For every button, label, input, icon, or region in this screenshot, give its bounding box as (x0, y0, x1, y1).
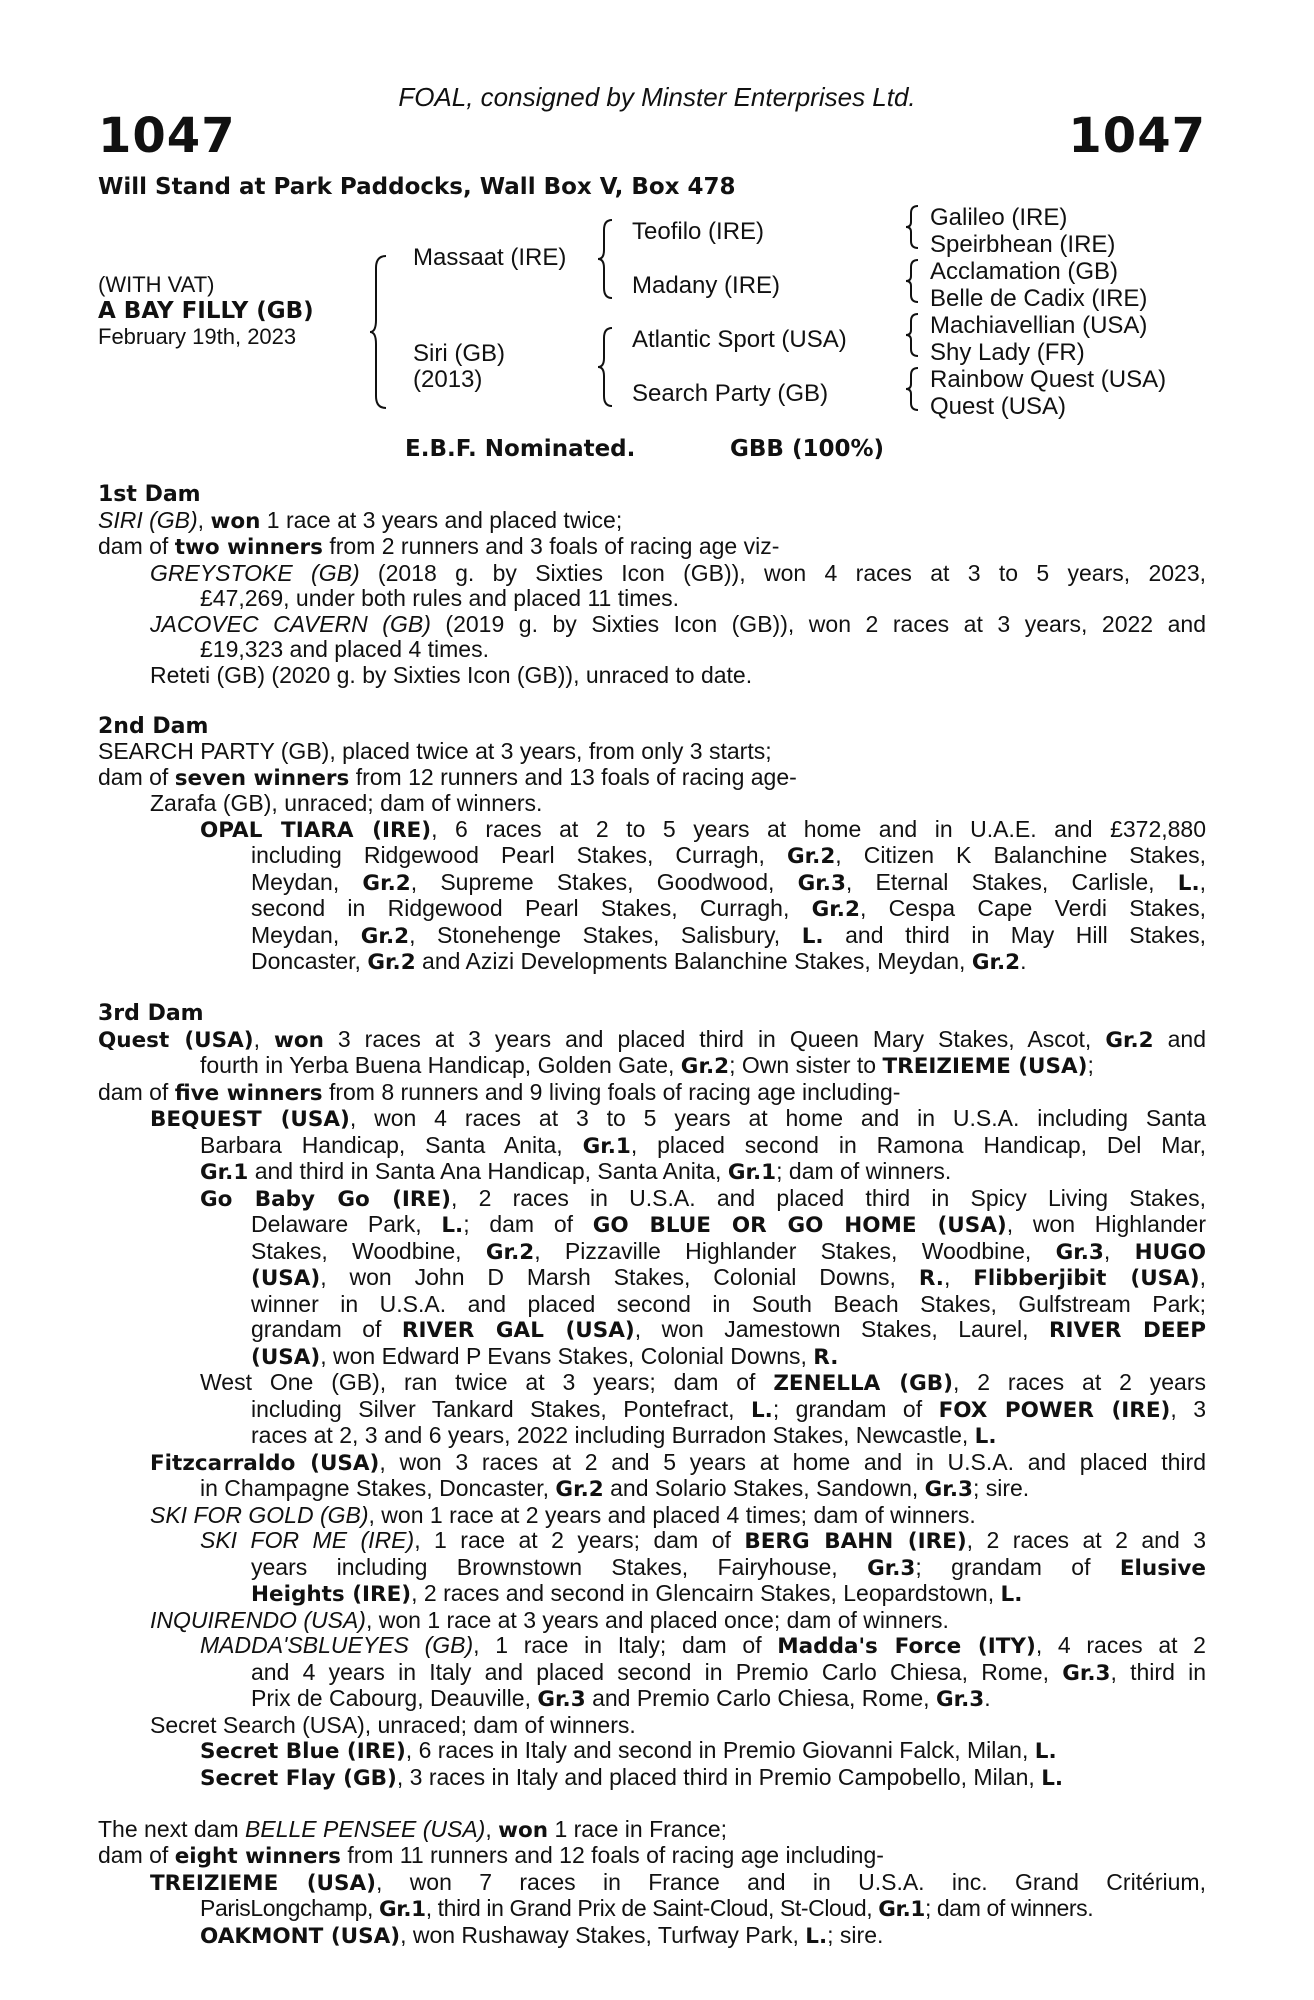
ebf-nominated: E.B.F. Nominated. (405, 436, 636, 462)
third-dam-line: SKI FOR ME (IRE), 1 race at 2 years; dam of BERG BAHN (IRE), 2 races at 2 and 3 (200, 1527, 1207, 1554)
third-dam-line: dam of five winners from 8 runners and 9 living foals of racing age including- (98, 1078, 901, 1106)
next-dam-line: TREIZIEME (USA), won 7 races in France and in U.S.A. inc. Grand Critérium, (150, 1868, 1206, 1896)
third-dam-line: Delaware Park, L.; dam of GO BLUE OR GO HOME (USA), won Highlander (251, 1211, 1206, 1238)
third-dam-line: and 4 years in Italy and placed second in Premio Carlo Chiesa, Rome, Gr.3, third in (251, 1658, 1206, 1686)
third-dam-line: Quest (USA), won 3 races at 3 years and placed third in Queen Mary Stakes, Ascot, Gr.2 and (98, 1025, 1207, 1053)
third-dam-line: Secret Flay (GB), 3 races in Italy and placed third in Premio Campobello, Milan, L. (200, 1763, 1064, 1791)
first-dam-line: £47,269, under both rules and placed 11 times. (200, 585, 680, 611)
lot-number-right: 1047 (1068, 108, 1206, 164)
second-dam-line: OPAL TIARA (IRE), 6 races at 2 to 5 years at home and in U.A.E. and £372,880 (200, 815, 1207, 843)
dam-year: (2013) (413, 366, 483, 393)
third-dam-line: MADDA'SBLUEYES (GB), 1 race in Italy; dam of Madda's Force (ITY), 4 races at 2 (200, 1632, 1206, 1659)
third-dam-line: West One (GB), ran twice at 3 years; dam of ZENELLA (GB), 2 races at 2 years (200, 1369, 1207, 1396)
brace-lot (368, 254, 390, 410)
dam-name: Siri (GB) (413, 340, 505, 367)
first-dam-line: SIRI (GB), won 1 race at 3 years and placed twice; (98, 506, 623, 534)
g6-name: Shy Lady (FR) (930, 339, 1085, 366)
stand-location: Will Stand at Park Paddocks, Wall Box V, Box 478 (98, 174, 736, 200)
consignor-line: FOAL, consigned by Minster Enterprises Ltd. (398, 82, 916, 112)
g7-name: Rainbow Quest (USA) (930, 366, 1167, 393)
third-dam-line: races at 2, 3 and 6 years, 2022 including Burradon Stakes, Newcastle, L. (251, 1422, 997, 1449)
g2-name: Speirbhean (IRE) (930, 231, 1116, 258)
second-dam-line: dam of seven winners from 12 runners and 13 foals of racing age- (98, 763, 797, 791)
brace-g2 (904, 258, 922, 304)
second-dam-line: SEARCH PARTY (GB), placed twice at 3 years, from only 3 starts; (98, 738, 772, 764)
foaling-date: February 19th, 2023 (98, 324, 297, 349)
third-dam-line: grandam of RIVER GAL (USA), won Jamestown Stakes, Laurel, RIVER DEEP (251, 1316, 1206, 1343)
sire-sire: Teofilo (IRE) (632, 218, 765, 245)
first-dam-heading: 1st Dam (98, 482, 201, 507)
next-dam-line: The next dam BELLE PENSEE (USA), won 1 race in France; (98, 1815, 728, 1843)
third-dam-line: in Champagne Stakes, Doncaster, Gr.2 and Solario Stakes, Sandown, Gr.3; sire. (200, 1475, 1030, 1502)
first-dam-line: GREYSTOKE (GB) (2018 g. by Sixties Icon (GB)), won 4 races at 3 to 5 years, 2023, (150, 559, 1206, 586)
second-dam-line: Zarafa (GB), unraced; dam of winners. (150, 790, 543, 816)
third-dam-line: Stakes, Woodbine, Gr.2, Pizzaville Highlander Stakes, Woodbine, Gr.3, HUGO (251, 1237, 1206, 1265)
third-dam-line: Prix de Cabourg, Deauville, Gr.3 and Premio Carlo Chiesa, Rome, Gr.3. (251, 1685, 991, 1712)
third-dam-line: Secret Blue (IRE), 6 races in Italy and second in Premio Giovanni Falck, Milan, L. (200, 1737, 1057, 1764)
third-dam-line: Secret Search (USA), unraced; dam of winners. (150, 1711, 636, 1738)
second-dam-line: Meydan, Gr.2, Supreme Stakes, Goodwood, Gr.3, Eternal Stakes, Carlisle, L., (251, 868, 1207, 896)
sire-dam: Madany (IRE) (632, 272, 781, 299)
third-dam-line: Fitzcarraldo (USA), won 3 races at 2 and 5 years at home and in U.S.A. and placed third (150, 1448, 1206, 1476)
sire-name: Massaat (IRE) (413, 244, 567, 271)
first-dam-line: JACOVEC CAVERN (GB) (2019 g. by Sixties Icon (GB)), won 2 races at 3 years, 2022 and (150, 610, 1206, 637)
third-dam-line: years including Brownstown Stakes, Fairyhouse, Gr.3; grandam of Elusive (251, 1553, 1206, 1581)
g8-name: Quest (USA) (930, 393, 1067, 420)
lot-title: A BAY FILLY (GB) (98, 298, 314, 324)
second-dam-line: second in Ridgewood Pearl Stakes, Curragh, Gr.2, Cespa Cape Verdi Stakes, (251, 895, 1206, 922)
third-dam-line: winner in U.S.A. and placed second in South Beach Stakes, Gulfstream Park; (251, 1290, 1206, 1317)
first-dam-line: £19,323 and placed 4 times. (200, 636, 489, 662)
third-dam-line: Go Baby Go (IRE), 2 races in U.S.A. and placed third in Spicy Living Stakes, (200, 1184, 1206, 1212)
third-dam-line: BEQUEST (USA), won 4 races at 3 to 5 years at home and in U.S.A. including Santa (150, 1105, 1206, 1132)
first-dam-line: dam of two winners from 2 runners and 3 foals of racing age viz- (98, 533, 780, 560)
third-dam-line: (USA), won John D Marsh Stakes, Colonial Downs, R., Flibberjibit (USA), (251, 1264, 1207, 1291)
brace-dam (596, 326, 616, 408)
third-dam-line: including Silver Tankard Stakes, Pontefract, L.; grandam of FOX POWER (IRE), 3 (251, 1395, 1206, 1423)
brace-sire (596, 218, 616, 300)
next-dam-line: ParisLongchamp, Gr.1, third in Grand Prix de Saint-Cloud, St-Cloud, Gr.1; dam of winners. (200, 1895, 1094, 1922)
second-dam-line: Meydan, Gr.2, Stonehenge Stakes, Salisbury, L. and third in May Hill Stakes, (251, 921, 1207, 949)
gbb-status: GBB (100%) (730, 436, 885, 462)
g1-name: Galileo (IRE) (930, 204, 1068, 231)
third-dam-line: SKI FOR GOLD (GB), won 1 race at 2 years and placed 4 times; dam of winners. (150, 1501, 976, 1528)
first-dam-line: Reteti (GB) (2020 g. by Sixties Icon (GB)), unraced to date. (150, 661, 753, 688)
catalogue-body (98, 482, 1206, 1949)
brace-g1 (904, 204, 922, 250)
next-dam-line: dam of eight winners from 11 runners and 12 foals of racing age including- (98, 1842, 884, 1869)
third-dam-line: INQUIRENDO (USA), won 1 race at 3 years and placed once; dam of winners. (150, 1606, 949, 1633)
third-dam-line: fourth in Yerba Buena Handicap, Golden Gate, Gr.2; Own sister to TREIZIEME (USA); (200, 1052, 1094, 1079)
dam-sire: Atlantic Sport (USA) (632, 326, 847, 353)
lot-number-left: 1047 (98, 108, 236, 164)
g4-name: Belle de Cadix (IRE) (930, 285, 1148, 312)
second-dam-heading: 2nd Dam (98, 713, 209, 739)
dam-dam: Search Party (GB) (632, 380, 829, 407)
vat-note: (WITH VAT) (98, 272, 215, 297)
third-dam-line: Barbara Handicap, Santa Anita, Gr.1, placed second in Ramona Handicap, Del Mar, (200, 1131, 1206, 1159)
third-dam-line: Gr.1 and third in Santa Ana Handicap, Santa Anita, Gr.1; dam of winners. (200, 1158, 952, 1185)
brace-g4 (904, 366, 922, 412)
g3-name: Acclamation (GB) (930, 258, 1119, 285)
second-dam-line: Doncaster, Gr.2 and Azizi Developments Balanchine Stakes, Meydan, Gr.2. (251, 948, 1027, 975)
third-dam-heading: 3rd Dam (98, 1001, 204, 1026)
third-dam-line: (USA), won Edward P Evans Stakes, Colonial Downs, R. (251, 1342, 839, 1370)
second-dam-line: including Ridgewood Pearl Stakes, Curragh, Gr.2, Citizen K Balanchine Stakes, (251, 842, 1207, 869)
next-dam-line: OAKMONT (USA), won Rushaway Stakes, Turfway Park, L.; sire. (200, 1921, 884, 1949)
third-dam-line: Heights (IRE), 2 races and second in Glencairn Stakes, Leopardstown, L. (251, 1580, 1023, 1607)
brace-g3 (904, 312, 922, 358)
g5-name: Machiavellian (USA) (930, 312, 1148, 339)
